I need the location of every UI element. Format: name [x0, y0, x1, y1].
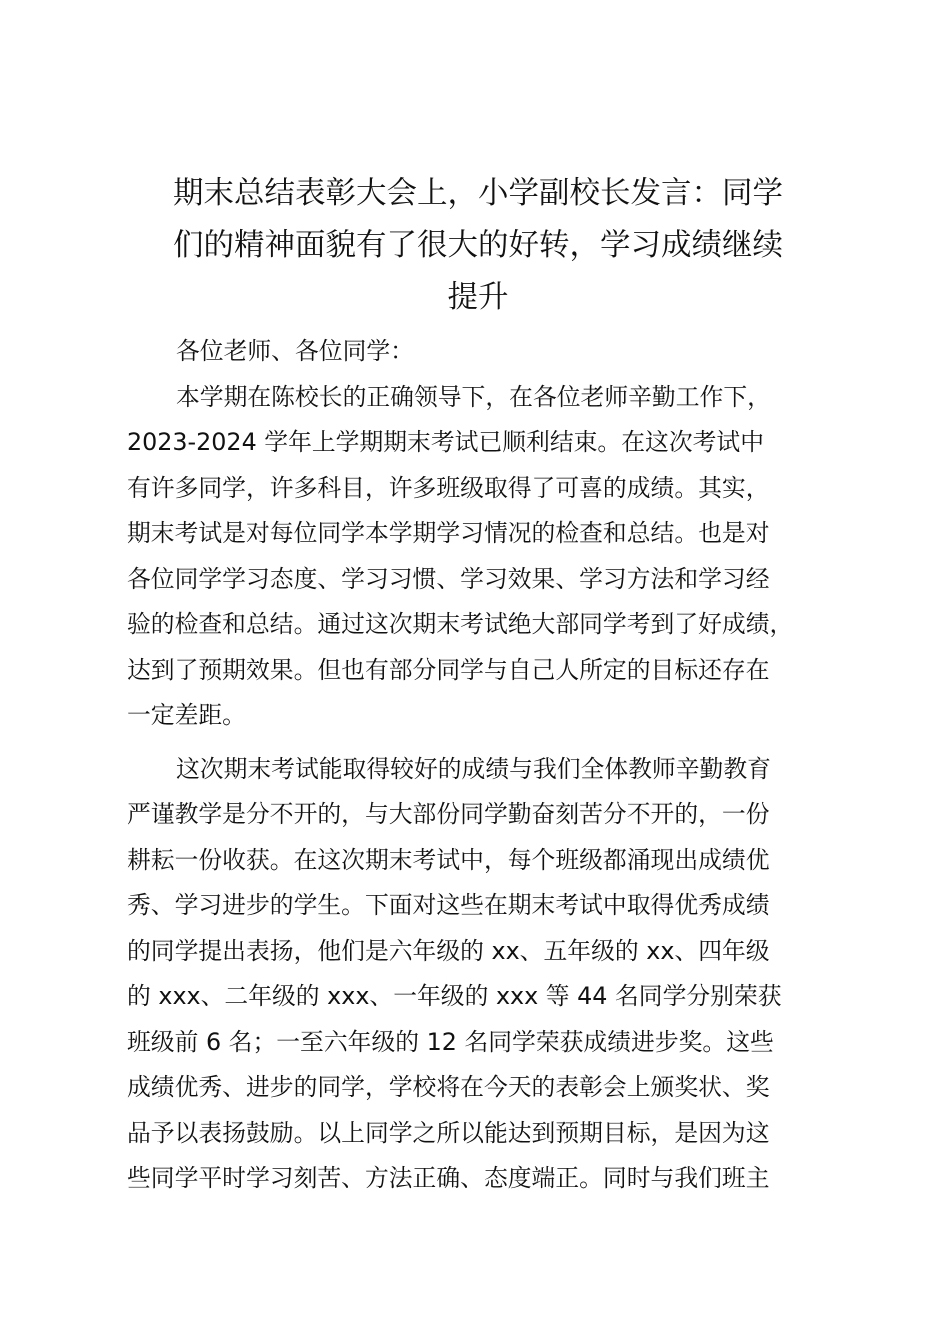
paragraph-line: 成绩优秀、进步的同学，学校将在今天的表彰会上颁奖状、奖: [127, 1073, 770, 1101]
paragraph-2: [127, 747, 857, 1202]
paragraph-line: 这次期末考试能取得较好的成绩与我们全体教师辛勤教育: [176, 754, 771, 783]
salutation: 各位老师、各位同学：: [176, 337, 414, 365]
paragraph-line: 各位同学学习态度、学习习惯、学习效果、学习方法和学习经: [127, 564, 770, 593]
paragraph-line: 本学期在陈校长的正确领导下，在各位老师辛勤工作下，: [176, 382, 771, 411]
paragraph-line: 些同学平时学习刻苦、方法正确、态度端正。同时与我们班主: [127, 1164, 770, 1192]
paragraph-line: 的 xxx、二年级的 xxx、一年级的 xxx 等 44 名同学分别荣获: [127, 982, 782, 1010]
paragraph-line: 一定差距。: [127, 701, 246, 729]
title-line: 提升: [447, 280, 509, 315]
paragraph-line: 秀、学习进步的学生。下面对这些在期末考试中取得优秀成绩: [127, 891, 770, 919]
paragraph-line: 期末考试是对每位同学本学期学习情况的检查和总结。也是对: [127, 519, 770, 547]
document-title: [120, 168, 836, 324]
paragraph-line: 验的检查和总结。通过这次期末考试绝大部同学考到了好成绩，: [127, 610, 794, 638]
paragraph-line: 严谨教学是分不开的，与大部份同学勤奋刻苦分不开的，一份: [127, 800, 770, 828]
document-body: [127, 329, 857, 1202]
paragraph-line: 班级前 6 名；一至六年级的 12 名同学荣获成绩进步奖。这些: [127, 1027, 774, 1056]
paragraph-line: 2023-2024 学年上学期期末考试已顺利结束。在这次考试中: [127, 428, 765, 456]
paragraph-line: 达到了预期效果。但也有部分同学与自己人所定的目标还存在: [127, 655, 770, 684]
salutation-paragraph: [127, 329, 857, 375]
title-line: 们的精神面貌有了很大的好转，学习成绩继续: [173, 228, 783, 263]
paragraph-line: 品予以表扬鼓励。以上同学之所以能达到预期目标，是因为这: [127, 1118, 770, 1147]
paragraph-line: 耕耘一份收获。在这次期末考试中，每个班级都涌现出成绩优: [127, 845, 770, 874]
paragraph-line: 的同学提出表扬，他们是六年级的 xx、五年级的 xx、四年级: [127, 936, 770, 965]
title-line: 期末总结表彰大会上，小学副校长发言：同学: [173, 176, 783, 211]
paragraph-1: [127, 375, 857, 739]
paragraph-line: 有许多同学，许多科目，许多班级取得了可喜的成绩。其实，: [127, 473, 770, 502]
